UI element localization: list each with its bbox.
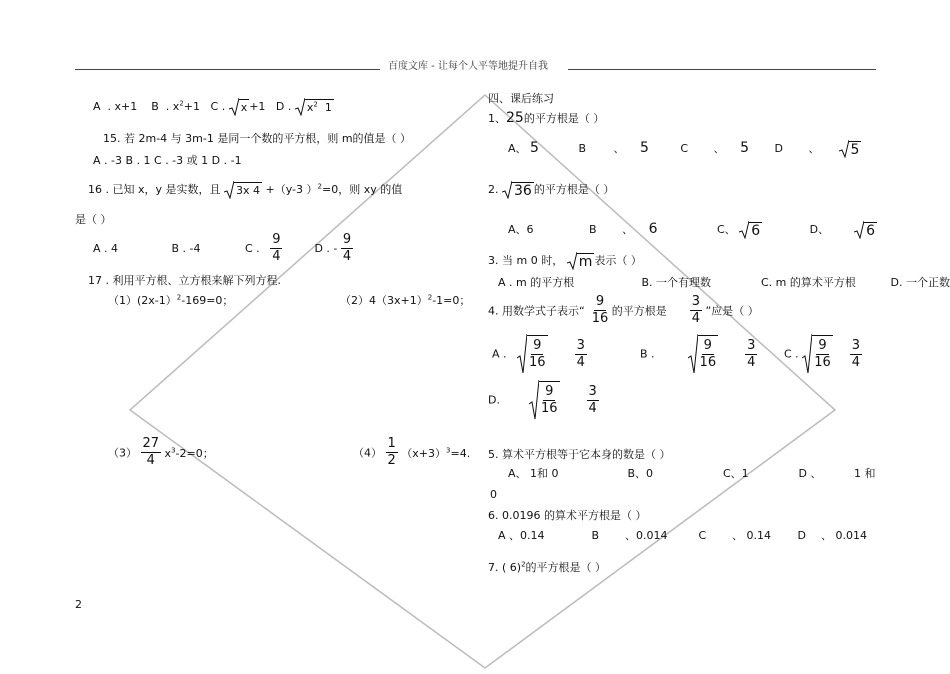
fraction-3-4-b: $\frac{3}{4}$ bbox=[747, 337, 756, 370]
sqrt-x2: $x^2$ 1 bbox=[295, 98, 334, 116]
q4-option-a: A . $\frac{9}{16}$ $\frac{3}{4}$ bbox=[492, 334, 587, 374]
header-title: 百度文库 - 让每个人平等地提升自我 bbox=[388, 61, 548, 72]
fraction-3-4-d: $\frac{3}{4}$ bbox=[588, 383, 597, 416]
q17-part3: （3） $\frac{27}{4}$ $x^3-2=0$； bbox=[108, 436, 214, 468]
section-title: 四、课后练习 bbox=[488, 92, 554, 105]
sqrt-x: x bbox=[229, 98, 250, 116]
q15-text: 15. 若 2m-4 与 3m-1 是同一个数的平方根，则 m的值是（ ） bbox=[103, 132, 412, 145]
q14-options: A . x+1 B . $x^2+1$ C . x +1 D . $x^2$ 1 bbox=[93, 99, 332, 114]
q4-option-b: B . $\frac{9}{16}$ $\frac{3}{4}$ bbox=[640, 334, 757, 374]
q5-options: A、 1和 0 B、0 C、1 D 、 1 和 bbox=[508, 467, 876, 480]
q17-text: 17 . 利用平方根、立方根来解下列方程. bbox=[88, 274, 281, 287]
fraction-3-4-a: $\frac{3}{4}$ bbox=[576, 337, 585, 370]
sqrt-3x-4: 3x 4 bbox=[224, 181, 262, 199]
q17-part4: （4） $\frac{1}{2}$ $(x+3)^3=4$. bbox=[353, 436, 471, 468]
q2-options: A、6 B 、 6 C、 6 D、 6 bbox=[508, 221, 876, 239]
page-number: 2 bbox=[75, 598, 82, 611]
sqrt-fraction-c: $\frac{9}{16}$ bbox=[802, 334, 833, 374]
fraction-9-16: $\frac{9}{16}$ bbox=[591, 294, 609, 326]
q17-part1: （1）(2x-1）$^2$-169=0； bbox=[108, 293, 234, 307]
q4-option-c: C . $\frac{9}{16}$ $\frac{3}{4}$ bbox=[784, 334, 862, 374]
fraction-1-2: $\frac{1}{2}$ bbox=[387, 436, 396, 468]
fraction-3-4-c: $\frac{3}{4}$ bbox=[851, 337, 861, 370]
sqrt-36: 36 bbox=[502, 181, 534, 199]
q4-text: 4. 用数学式子表示“ $\frac{9}{16}$ 的平方根是 $\frac{3}{4}$ ”应是（ ） bbox=[488, 294, 759, 326]
q16-line2: 是（ ） bbox=[75, 213, 112, 226]
q4-option-d: D. $\frac{9}{16}$ $\frac{3}{4}$ bbox=[488, 380, 599, 420]
q16-text: 16 . 已知 x，y 是实数，且 3x 4 +（y-3 ）$^2$=0，则 xy 的值 bbox=[88, 182, 403, 197]
sqrt-6-c: 6 bbox=[739, 221, 762, 239]
fraction-9-4: $\frac{9}{4}$ bbox=[272, 232, 281, 264]
q16-options: A . 4 B . -4 C . $\frac{9}{4}$ D . - $\frac{9}{4}$ bbox=[93, 232, 352, 264]
q15-options: A . -3 B . 1 C . -3 或 1 D . -1 bbox=[93, 154, 242, 167]
q5-line2: 0 bbox=[490, 488, 497, 501]
q17-part2: $(2)4(3x+1)^2-1=0$； bbox=[340, 293, 471, 307]
sqrt-fraction-a: $\frac{9}{16}$ bbox=[517, 334, 548, 374]
fraction-neg-9-4: $\frac{9}{4}$ bbox=[342, 232, 352, 264]
q2-text: 2. 36 的平方根是（ ） bbox=[488, 183, 615, 199]
sqrt-6-d: 6 bbox=[854, 221, 877, 239]
fraction-27-4: $\frac{27}{4}$ bbox=[142, 436, 160, 468]
q6-options: A 、0.14 B 、0.014 C 、 0.14 D 、 0.014 bbox=[498, 529, 867, 542]
sqrt-m: m bbox=[567, 252, 595, 270]
q3-options: A . m 的平方根 B. 一个有理数 C. m 的算术平方根 D. 一个正数 bbox=[498, 276, 950, 289]
q6-text: 6. 0.0196 的算术平方根是（ ） bbox=[488, 509, 647, 522]
q3-text: 3. 当 m 0 时， m 表示（ ） bbox=[488, 254, 642, 270]
q1-options: A、 5 B 、 5 C 、 5 D 、 5 bbox=[508, 140, 860, 158]
sqrt-fraction-d: $\frac{9}{16}$ bbox=[529, 380, 560, 420]
q5-text: 5. 算术平方根等于它本身的数是（ ） bbox=[488, 448, 671, 461]
fraction-3-4: $\frac{3}{4}$ bbox=[691, 294, 701, 326]
q7-text: 7. ( 6)$^2$的平方根是（ ） bbox=[488, 560, 607, 574]
sqrt-5: 5 bbox=[839, 140, 862, 158]
q1-text: 1、25的平方根是（ ） bbox=[488, 110, 605, 126]
sqrt-fraction-b: $\frac{9}{16}$ bbox=[688, 334, 719, 374]
